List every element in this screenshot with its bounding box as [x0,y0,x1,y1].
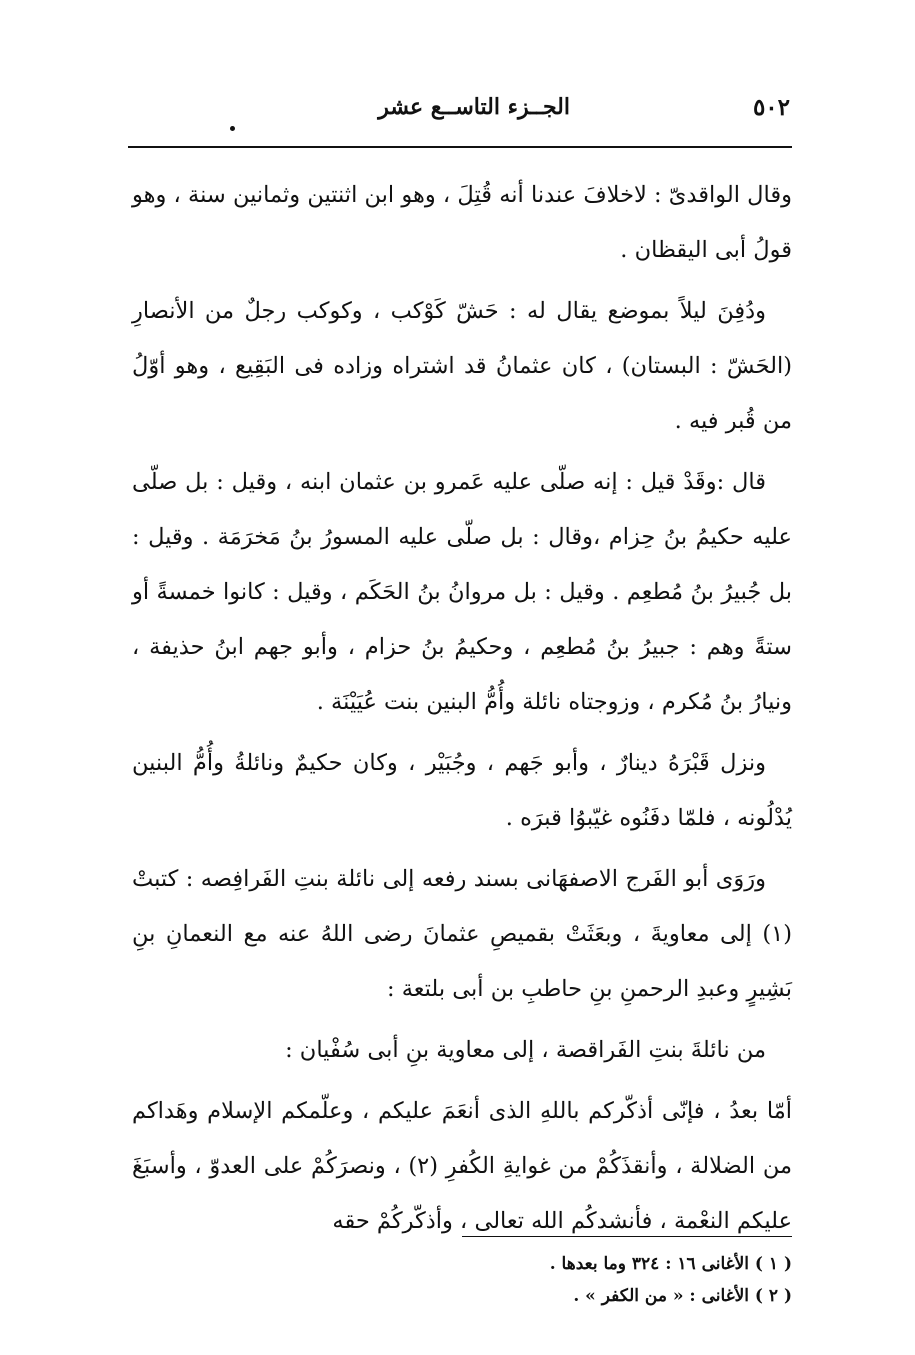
footnotes [372,1248,792,1312]
paragraph-3: قال :وقَدْ قيل : إنه صلّى عليه عَمرو بن عثمان ابنه ، وقيل : بل صلّى عليه حكيمُ بنُ حِزام ،وقال : بل صلّى عليه المسورُ بنُ مَخرَمَة . وقيل : بل جُبيرُ بنُ مُطعِم . وقيل : بل مروانُ بنُ الحَكَم ، وقيل : كانوا خمسةً أو ستةً وهم : جبيرُ بنُ مُطعِم ، وحكيمُ بنُ حزام ، وأبو جهم ابنُ حذيفة ، ونيارُ بنُ مُكرم ، وزوجتاه نائلة وأُمُّ البنين بنت عُيَيْنَة . [132,469,792,715]
footnote-divider [462,1236,792,1237]
paragraph-4: ونزل قَبْرَهُ دينارٌ ، وأبو جَهم ، وجُبَيْر ، وكان حكيمٌ ونائلةُ وأُمُّ البنين يُدْلُونه ، فلمّا دفَنُوه غيّبوُا قبرَه . [132,750,792,831]
page-number: ٥٠٢ [752,94,790,121]
running-title: الجــزء التاســع عشر [378,94,570,120]
print-dot [230,126,235,131]
footnote-1: ( ١ ) الأغانى ١٦ : ٣٢٤ وما بعدها . [549,1254,792,1274]
main-text [132,168,792,1255]
paragraph-1: وقال الواقدىّ : لاخلافَ عندنا أنه قُتِلَ ، وهو ابن اثنتين وثمانين سنة ، وهو قولُ أبى اليقظان . [132,182,792,263]
header-divider [128,146,792,148]
paragraph-6: من نائلةَ بنتِ الفَراقصة ، إلى معاوية بنِ أبى سُفْيان : [285,1037,766,1063]
page-header [128,88,790,130]
footnote-2: ( ٢ ) الأغانى : « من الكفر » . [573,1286,792,1306]
paragraph-7: أمّا بعدُ ، فإنّى أذكّركم باللهِ الذى أنعَمَ عليكم ، وعلّمكم الإسلام وهَداكم من الضلالة ، وأنقذَكُمْ من غوايةِ الكُفرِ (٢) ، ونصرَكُمْ على العدوّ ، وأسبَغَ عليكم النعْمة ، فأنشدكُم الله تعالى ، وأذكّركُمْ حقه [132,1098,792,1234]
paragraph-2: ودُفِنَ ليلاً بموضع يقال له : حَشّ كَوْكب ، وكوكب رجلٌ من الأنصارِ (الحَشّ : البستان) ، كان عثمانُ قد اشتراه وزاده فى البَقِيع ، وهو أوّلُ من قُبر فيه . [132,298,792,434]
paragraph-5: ورَوَى أبو الفَرج الاصفهَانى بسند رفعه إلى نائلة بنتِ الفَرافِصه : كتبتْ (١) إلى معاويةَ ، وبعَثَتْ بقميصِ عثمانَ رضى اللهُ عنه مع النعمانِ بنِ بَشِيرٍ وعبدِ الرحمنِ بنِ حاطبِ بن أبى بلتعة : [132,866,792,1002]
